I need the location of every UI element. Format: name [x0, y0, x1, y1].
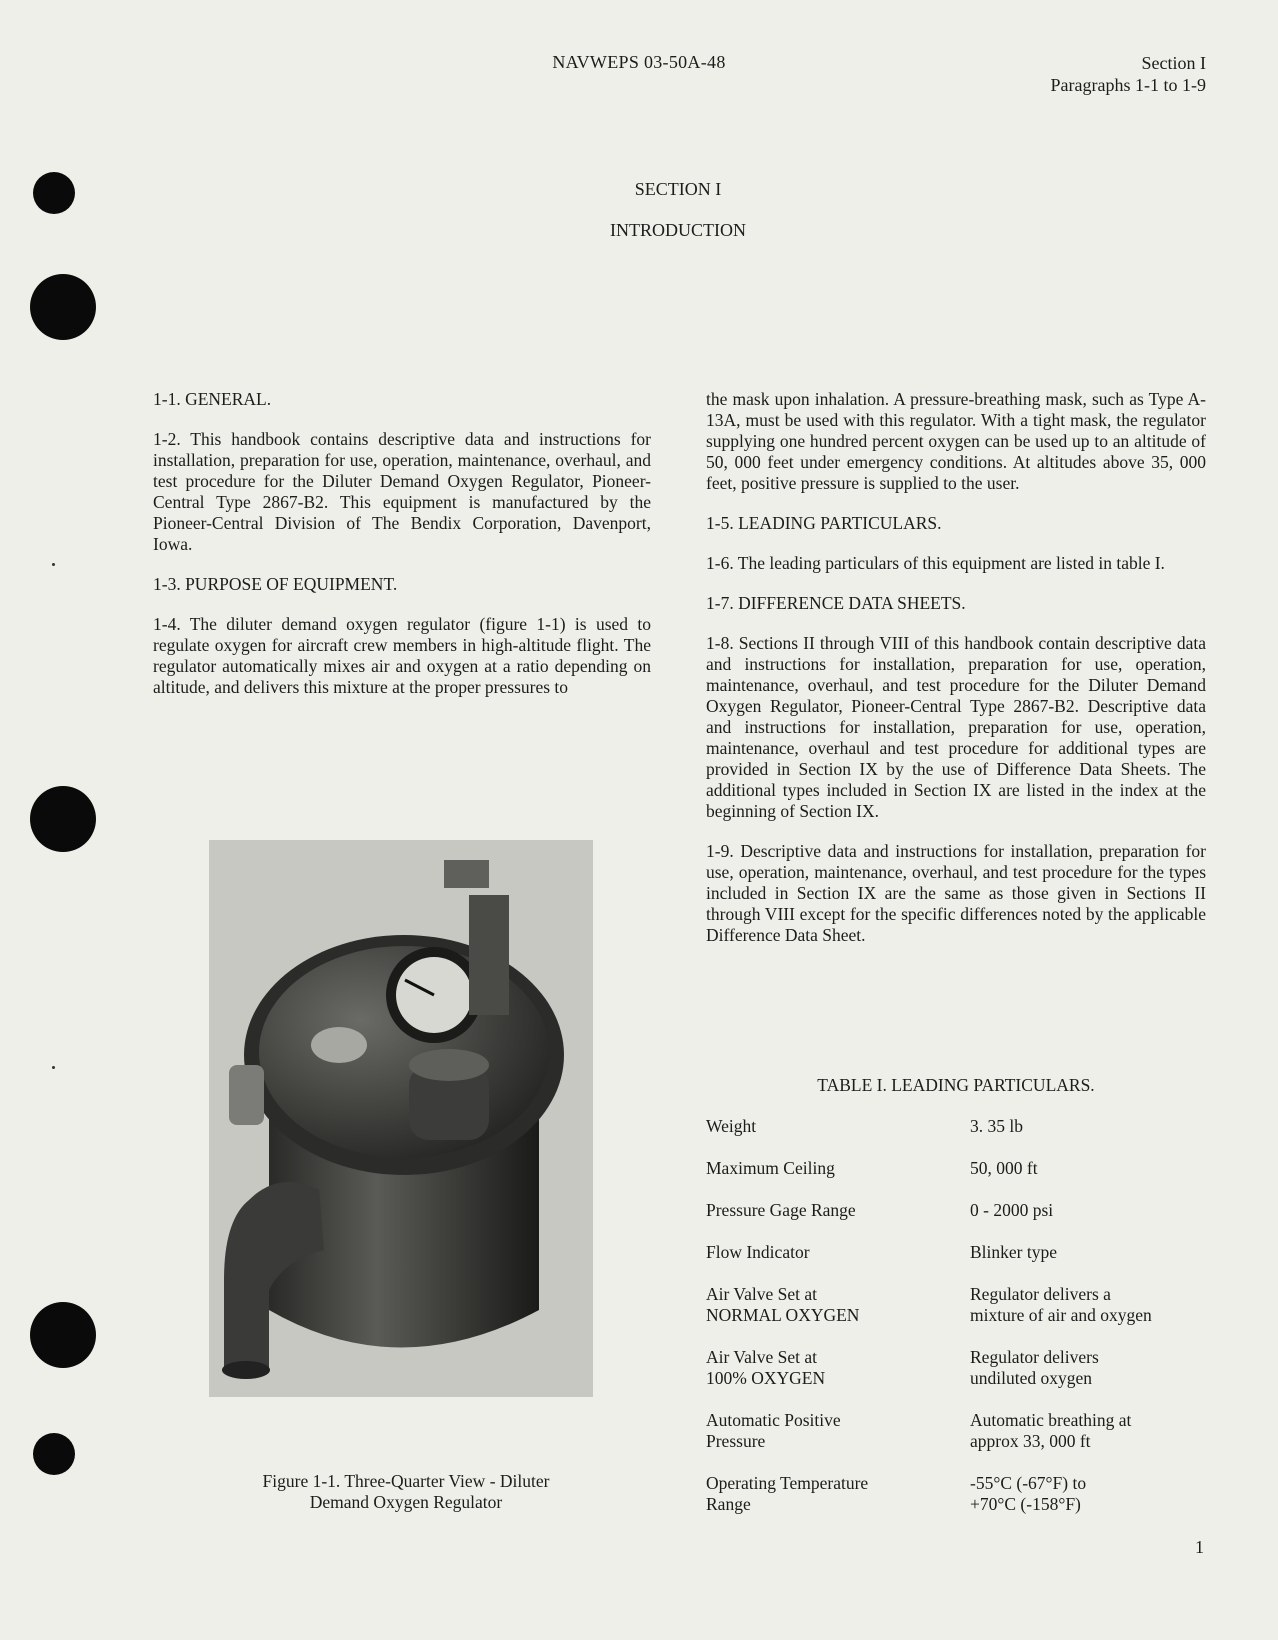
table-row	[706, 1473, 1206, 1515]
paragraph-1-4-continued: the mask upon inhalation. A pressure-breathing mask, such as Type A-13A, must be used with this regulator. With a tight mask, the regulator supplying one hundred percent oxygen can be used up to an altitude of 50, 000 feet under emergency conditions. At altitudes above 35, 000 feet, positive pressure is supplied to the user.	[706, 389, 1206, 493]
caption-line: Demand Oxygen Regulator	[309, 1492, 503, 1512]
table-label: Automatic Positive Pressure	[706, 1410, 841, 1451]
paragraph-1-7-heading: 1-7. DIFFERENCE DATA SHEETS.	[706, 593, 966, 613]
table-label: Maximum Ceiling	[706, 1158, 835, 1178]
paragraph-range: Paragraphs 1-1 to 1-9	[1050, 75, 1206, 95]
table-label: Flow Indicator	[706, 1242, 810, 1262]
table-label: Air Valve Set at 100% OXYGEN	[706, 1347, 826, 1388]
right-column	[706, 389, 1206, 965]
table-label: Air Valve Set at NORMAL OXYGEN	[706, 1284, 860, 1325]
table-row	[706, 1410, 1206, 1452]
paragraph-1-8: 1-8. Sections II through VIII of this handbook contain descriptive data and instructions for installation, preparation for use, operation, maintenance, overhaul, and test procedure for the Diluter Demand Oxygen Regulator, Pioneer-Central Type 2867-B2. Descriptive data and instructions for installation, preparation for use, operation, maintenance, overhaul and test procedure for additional types are provided in Section IX by the use of Difference Data Sheets. The additional types included in Section IX are listed in the index at the beginning of Section IX.	[706, 633, 1206, 821]
left-column	[153, 389, 651, 717]
speck	[52, 563, 55, 566]
paragraph-1-5-heading: 1-5. LEADING PARTICULARS.	[706, 513, 942, 533]
caption-line: Figure 1-1. Three-Quarter View - Diluter	[262, 1471, 550, 1491]
table-row	[706, 1158, 1206, 1179]
paragraph-1-2: 1-2. This handbook contains descriptive data and instructions for installation, preparation for use, operation, maintenance, overhaul, and test procedure for the Diluter Demand Oxygen Regulator, Pioneer-Central Type 2867-B2. This equipment is manufactured by the Pioneer-Central Division of The Bendix Corporation, Davenport, Iowa.	[153, 429, 651, 554]
table-title: TABLE I. LEADING PARTICULARS.	[817, 1075, 1095, 1095]
section-label: Section I	[1141, 53, 1206, 73]
paragraph-1-1-heading: 1-1. GENERAL.	[153, 389, 272, 409]
table-value: 0 - 2000 psi	[970, 1200, 1054, 1220]
section-name: INTRODUCTION	[610, 220, 746, 240]
table-label: Operating Temperature Range	[706, 1473, 869, 1514]
table-value: Regulator delivers undiluted oxygen	[970, 1347, 1099, 1388]
paragraph-1-4: 1-4. The diluter demand oxygen regulator (figure 1-1) is used to regulate oxygen for aircraft crew members in high-altitude flight. The regulator automatically mixes air and oxygen at a ratio depending on altitude, and delivers this mixture at the proper pressures to	[153, 614, 651, 697]
regulator-photo	[209, 840, 593, 1397]
table-row	[706, 1242, 1206, 1263]
leading-particulars-table	[706, 1116, 1206, 1536]
table-value: Regulator delivers a mixture of air and oxygen	[970, 1284, 1152, 1325]
table-row	[706, 1347, 1206, 1389]
section-reference	[1051, 52, 1206, 96]
paragraph-1-9: 1-9. Descriptive data and instructions for installation, preparation for use, operation, maintenance, overhaul, and test procedure for the types included in Section IX are the same as those given in Sections II through VIII except for the specific differences noted by the applicable Difference Data Sheet.	[706, 841, 1206, 945]
punch-hole	[30, 786, 96, 852]
regulator-illustration	[209, 840, 593, 1397]
figure-caption	[170, 1471, 642, 1513]
table-value: 50, 000 ft	[970, 1158, 1038, 1178]
section-heading: SECTION I	[634, 179, 722, 199]
page-number: 1	[1195, 1537, 1204, 1557]
paragraph-1-6: 1-6. The leading particulars of this equipment are listed in table I.	[706, 553, 1165, 573]
table-value: -55°C (-67°F) to +70°C (-158°F)	[970, 1473, 1087, 1514]
punch-hole	[30, 274, 96, 340]
punch-hole	[33, 1433, 75, 1475]
table-value: Blinker type	[970, 1242, 1057, 1262]
punch-hole	[30, 1302, 96, 1368]
paragraph-1-3-heading: 1-3. PURPOSE OF EQUIPMENT.	[153, 574, 398, 594]
table-value: Automatic breathing at approx 33, 000 ft	[970, 1410, 1132, 1451]
table-label: Pressure Gage Range	[706, 1200, 856, 1220]
table-row	[706, 1116, 1206, 1137]
table-value: 3. 35 lb	[970, 1116, 1023, 1136]
table-label: Weight	[706, 1116, 757, 1136]
speck	[52, 1066, 55, 1069]
table-row	[706, 1200, 1206, 1221]
document-number: NAVWEPS 03-50A-48	[552, 52, 726, 72]
table-row	[706, 1284, 1206, 1326]
